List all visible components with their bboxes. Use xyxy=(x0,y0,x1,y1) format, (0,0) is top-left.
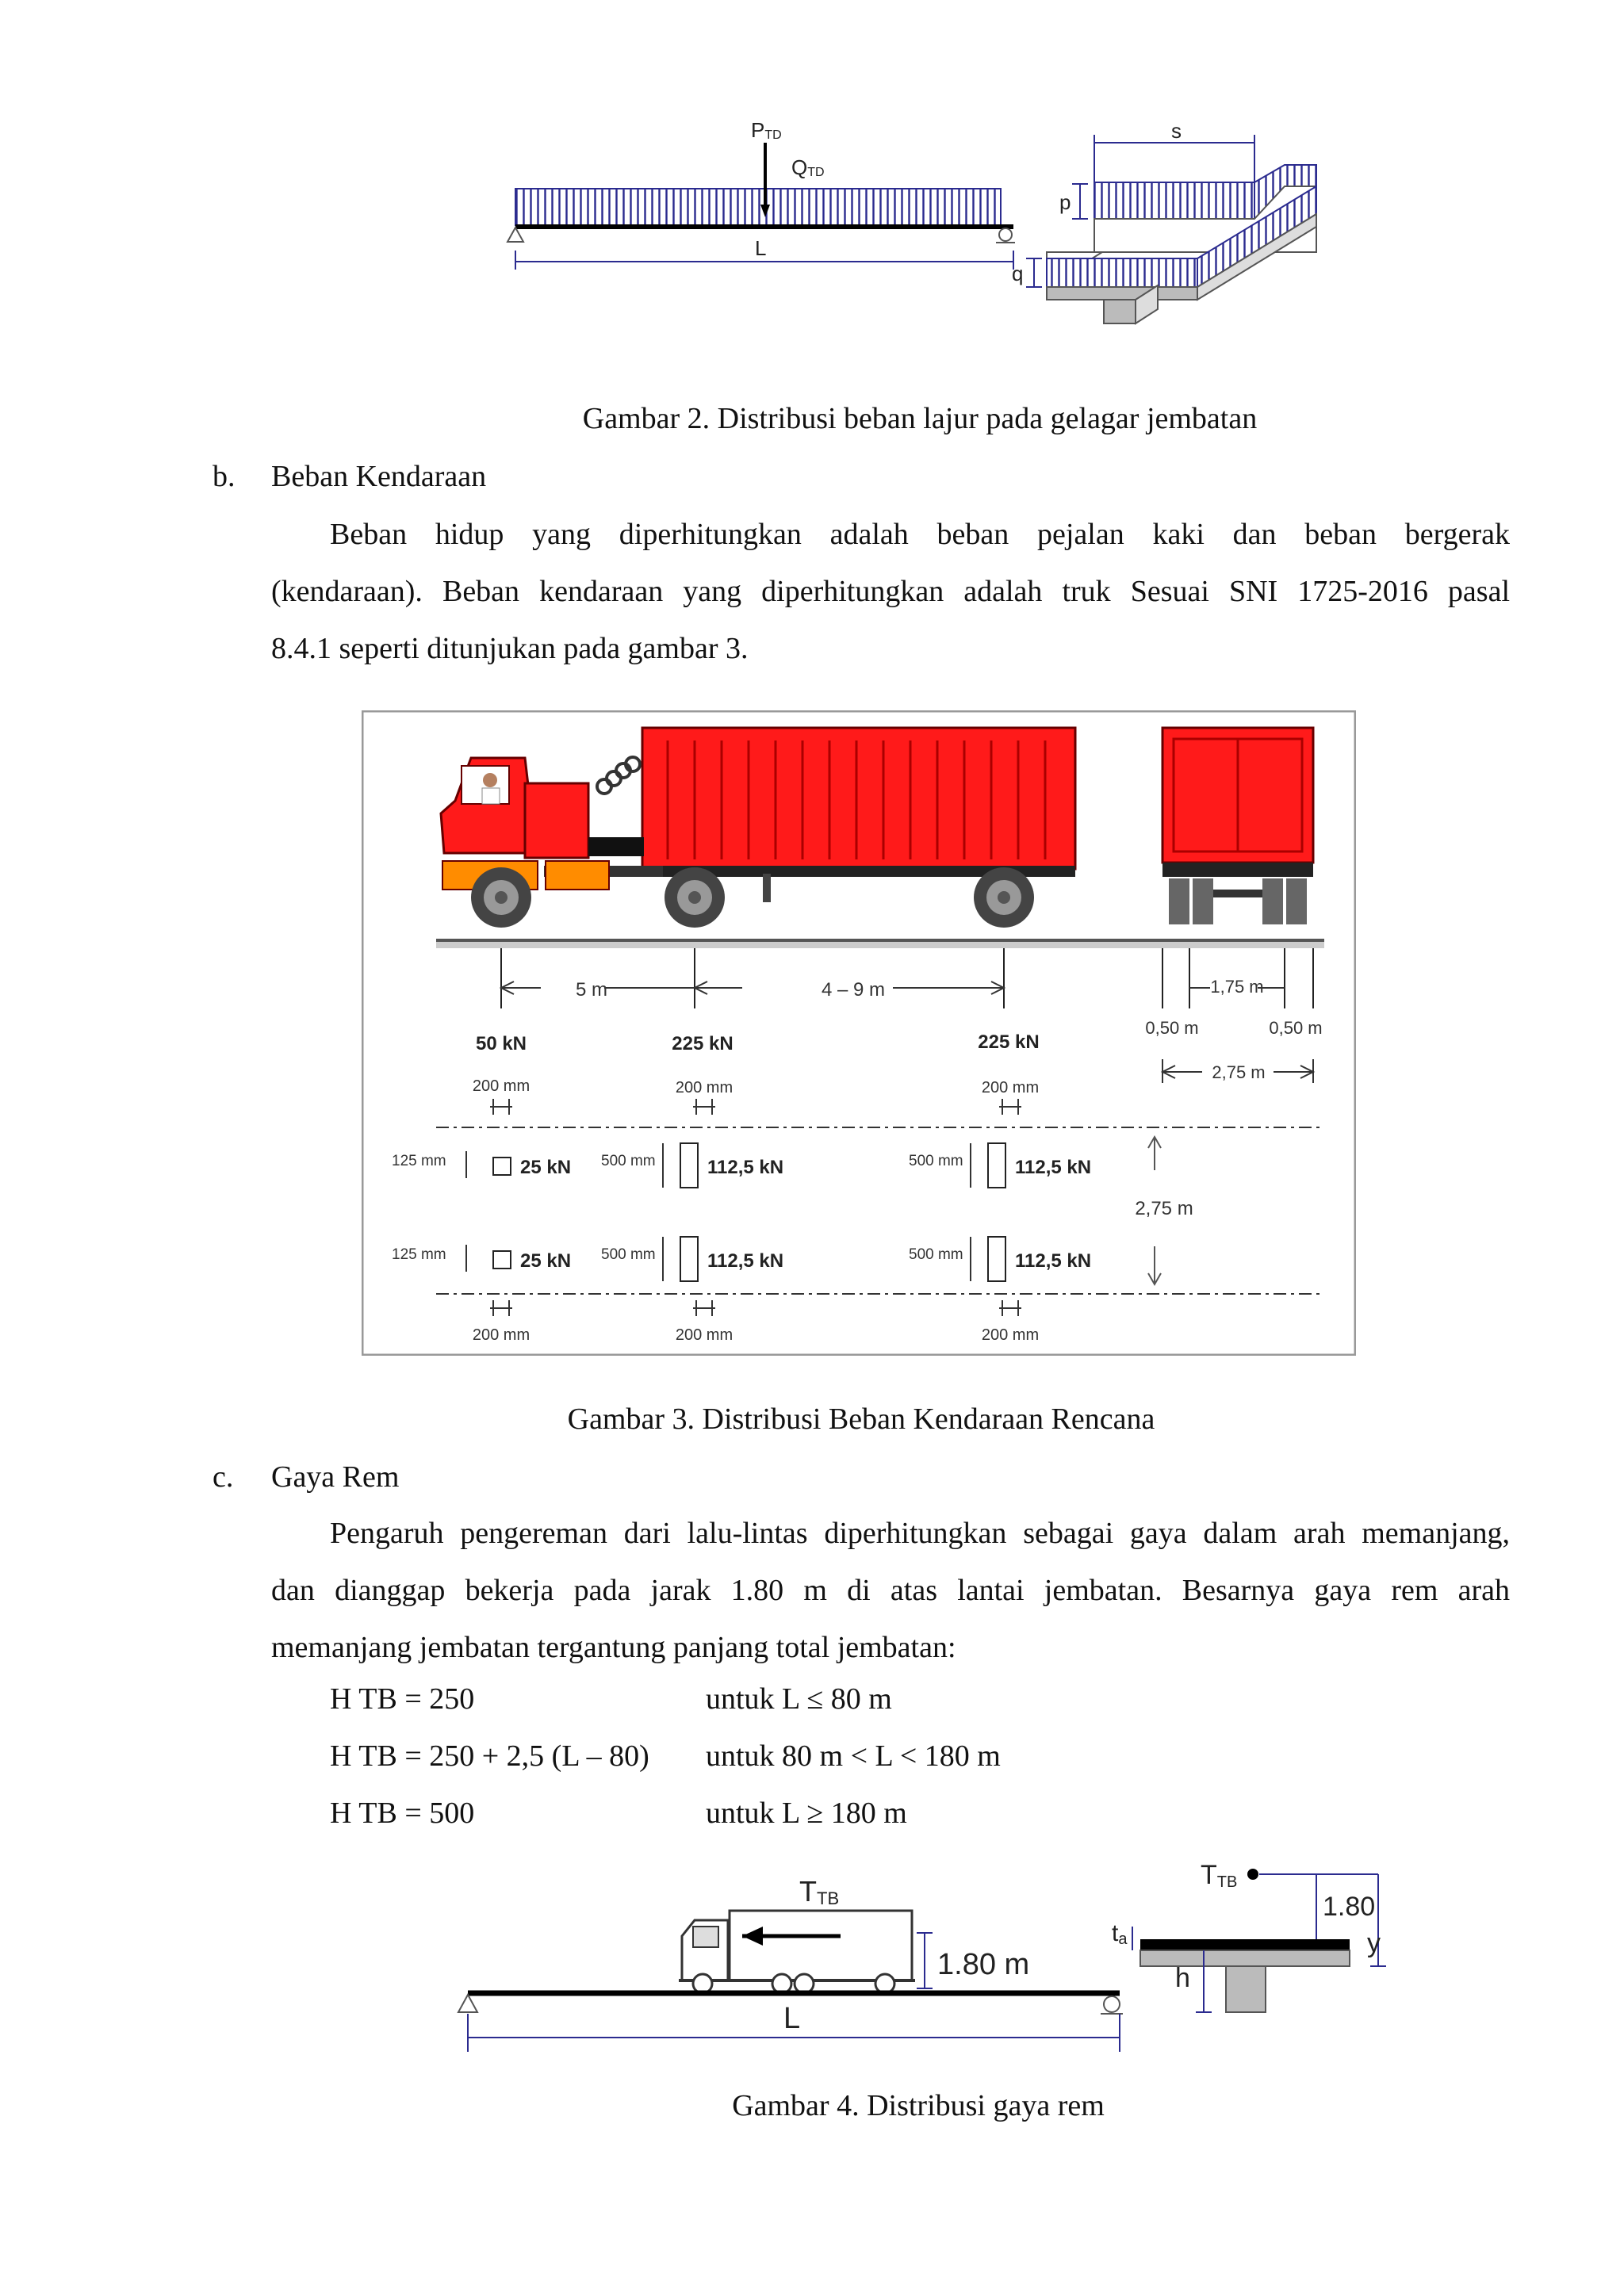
formula-condition: untuk L ≤ 80 m xyxy=(706,1682,892,1716)
label-p: p xyxy=(1059,190,1071,214)
figure-2-beam-load xyxy=(492,111,1332,381)
dim-track-width: 1,75 m xyxy=(1210,977,1264,997)
dim-axle-spacing-1: 5 m xyxy=(575,979,608,1001)
wheel-icon xyxy=(665,867,725,928)
wheel-load: 25 kN xyxy=(520,1157,572,1178)
wheel-load: 25 kN xyxy=(520,1250,572,1272)
figure-4-caption: Gambar 4. Distribusi gaya rem xyxy=(732,2089,1105,2122)
formula-condition: untuk L ≥ 180 m xyxy=(706,1797,907,1830)
section-b-title: Beban Kendaraan xyxy=(271,460,487,493)
label-q: q xyxy=(1012,262,1024,285)
paragraph-line: dan dianggap bekerja pada jarak 1.80 m di atas lantai jembatan. Besarnya gaya rem arah xyxy=(271,1574,1510,1607)
paragraph-line: Beban hidup yang diperhitungkan adalah beban pejalan kaki dan beban bergerak xyxy=(330,518,1510,551)
formula-expression: H TB = 500 xyxy=(330,1797,475,1830)
wheel-width: 200 mm xyxy=(981,1326,1040,1344)
label-t-tb-section: TTB xyxy=(1201,1860,1238,1891)
tire-length: 125 mm xyxy=(392,1153,446,1169)
force-point-icon xyxy=(1247,1869,1258,1880)
label-p-td: PTD xyxy=(751,118,782,142)
dim-edge-right: 0,50 m xyxy=(1269,1018,1323,1038)
label-ta: ta xyxy=(1112,1920,1128,1948)
paragraph-line: memanjang jembatan tergantung panjang total jembatan: xyxy=(271,1631,956,1664)
pin-support-icon xyxy=(508,228,523,242)
formula-expression: H TB = 250 xyxy=(330,1682,475,1716)
tire-length: 500 mm xyxy=(909,1153,963,1169)
dim-total-width: 2,75 m xyxy=(1212,1062,1266,1082)
section-c-marker: c. xyxy=(213,1460,234,1494)
tire-length: 125 mm xyxy=(392,1246,446,1263)
wheel-width: 200 mm xyxy=(981,1079,1040,1096)
wheel-load: 112,5 kN xyxy=(707,1250,784,1272)
tire-length: 500 mm xyxy=(601,1153,656,1169)
label-y: y xyxy=(1367,1928,1381,1958)
section-c-paragraph xyxy=(271,1505,1510,1676)
dim-lane-spacing: 2,75 m xyxy=(1135,1198,1193,1219)
wheel-icon xyxy=(471,867,531,928)
wheel-width: 200 mm xyxy=(675,1326,733,1344)
roller-support-icon xyxy=(999,228,1012,241)
label-t-tb: TTB xyxy=(799,1875,840,1908)
label-q-td: QTD xyxy=(791,155,825,179)
axle-load: 225 kN xyxy=(672,1033,733,1054)
figure-2-caption: Gambar 2. Distribusi beban lajur pada gelagar jembatan xyxy=(582,402,1258,435)
axle-load: 50 kN xyxy=(475,1033,527,1054)
wheel-load: 112,5 kN xyxy=(1015,1250,1092,1272)
dim-axle-spacing-2: 4 – 9 m xyxy=(821,979,886,1001)
wheel-icon xyxy=(974,867,1034,928)
wheel-width: 200 mm xyxy=(472,1326,530,1344)
slab-isometric xyxy=(1012,119,1316,323)
wheel-width: 200 mm xyxy=(472,1077,530,1095)
label-h: h xyxy=(1175,1963,1190,1993)
formula-condition: untuk 80 m < L < 180 m xyxy=(706,1739,1001,1773)
formula-expression: H TB = 250 + 2,5 (L – 80) xyxy=(330,1739,649,1773)
section-b-marker: b. xyxy=(213,460,236,493)
label-s: s xyxy=(1171,119,1182,143)
figure-4-brake-force xyxy=(444,1847,1404,2077)
wheel-load: 112,5 kN xyxy=(1015,1157,1092,1178)
dim-edge-left: 0,50 m xyxy=(1145,1018,1199,1038)
wheel-width: 200 mm xyxy=(675,1079,733,1096)
label-height: 1.80 m xyxy=(937,1948,1030,1981)
t-section xyxy=(1112,1860,1386,2012)
beam-elevation xyxy=(458,1875,1123,2052)
figure-3-caption: Gambar 3. Distribusi Beban Kendaraan Rencana xyxy=(567,1402,1155,1436)
label-span-l: L xyxy=(755,236,767,260)
paragraph-line: Pengaruh pengereman dari lalu-lintas diperhitungkan sebagai gaya dalam arah memanjang, xyxy=(330,1517,1510,1550)
pin-support-icon xyxy=(458,1995,477,2012)
truck-icon xyxy=(679,1911,915,1993)
wheel-load: 112,5 kN xyxy=(707,1157,784,1178)
beam-elevation xyxy=(508,118,1015,270)
tire-length: 500 mm xyxy=(909,1246,963,1263)
section-b-paragraph xyxy=(271,506,1510,677)
label-span-l: L xyxy=(783,2002,801,2035)
paragraph-line: 8.4.1 seperti ditunjukan pada gambar 3. xyxy=(271,632,749,665)
section-c-title: Gaya Rem xyxy=(271,1460,400,1494)
axle-load: 225 kN xyxy=(978,1031,1040,1053)
paragraph-line: (kendaraan). Beban kendaraan yang diperhitungkan adalah truk Sesuai SNI 1725-2016 pasal xyxy=(271,575,1510,608)
label-dim-1-80: 1.80 xyxy=(1323,1892,1376,1922)
tire-length: 500 mm xyxy=(601,1246,656,1263)
roller-support-icon xyxy=(1104,1996,1120,2012)
figure-3-truck-load xyxy=(362,710,1356,1356)
